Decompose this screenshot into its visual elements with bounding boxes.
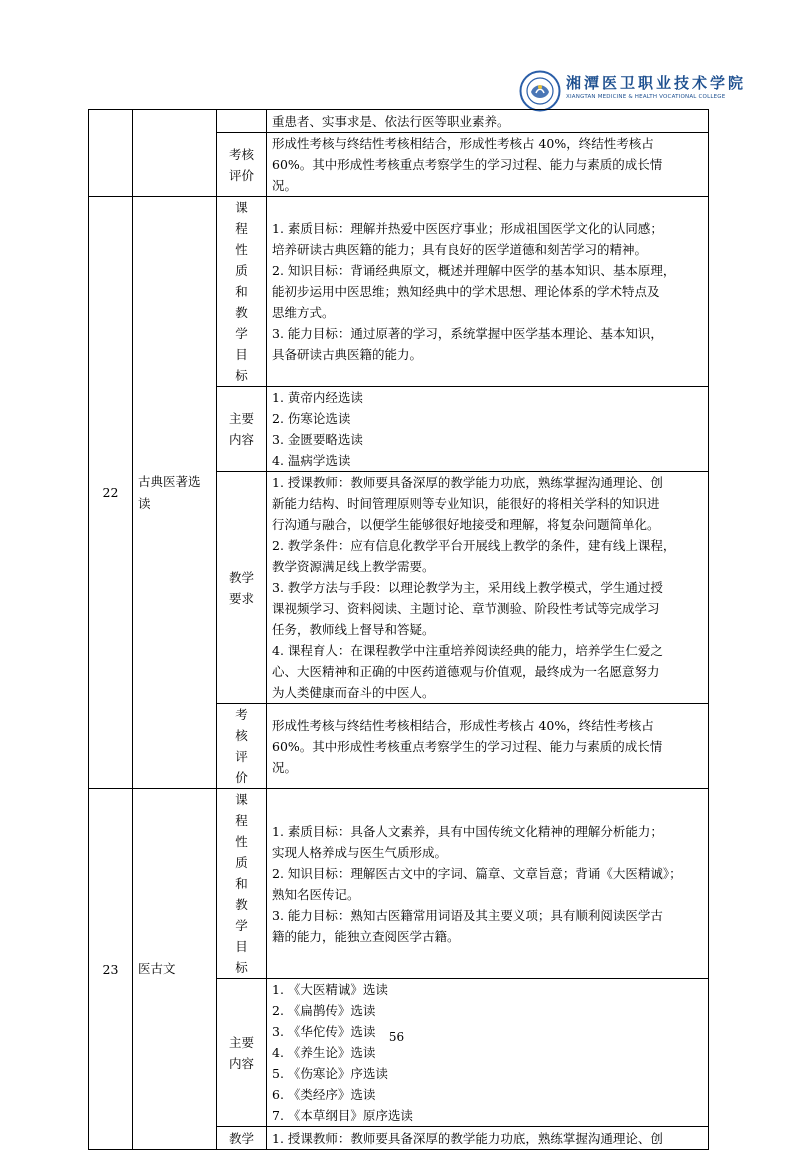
logo-chinese-name: 湘潭医卫职业技术学院 — [566, 74, 747, 92]
logo-english-name: XIANGTAN MEDICINE & HEALTH VOCATIONAL COLLEGE — [566, 94, 726, 100]
course-name-cell: 医古文 — [133, 789, 217, 1150]
course-name-cell: 古典医著选读 — [133, 197, 217, 789]
goals-label-cell: 课程 性质 和教 学目 标 — [217, 197, 267, 387]
goals-content-cell: 1. 素质目标：理解并热爱中医医疗事业；形成祖国医学文化的认同感； 培养研读古典医籍的能力；具有良好的医学道德和刻苦学习的精神。 2. 知识目标：背诵经典原文，概述并理解中医学的基本知识、基本原理， 能初步运用中医思维；熟知经典中的学术思想、理论体系的学术特点及 思维方式。 3. 能力目标：通过原著的学习，系统掌握中医学基本理论、基本知识， 具备研读古典医籍的能力。 — [267, 197, 709, 387]
course-number-cell: 23 — [89, 789, 133, 1150]
school-logo — [519, 70, 747, 112]
school-emblem-icon — [519, 70, 561, 112]
eval-label-cell: 考核 评价 — [217, 704, 267, 789]
goals-content-cell: 1. 素质目标：具备人文素养，具有中国传统文化精神的理解分析能力； 实现人格养成与医生气质形成。 2. 知识目标：理解医古文中的字词、篇章、文章旨意；背诵《大医精诚》； 熟知名医传记。 3. 能力目标：熟知古医籍常用词语及其主要义项；具有顺利阅读医学古 籍的能力，能独立查阅医学古籍。 — [267, 789, 709, 979]
req-label-cell: 教学 — [217, 1127, 267, 1150]
table-row — [89, 110, 709, 133]
table-row — [89, 197, 709, 387]
course-name-cell — [133, 110, 217, 197]
req-label-cell: 教学 要求 — [217, 472, 267, 704]
table-row — [89, 789, 709, 979]
row-label-cell — [217, 110, 267, 133]
main-content-cell: 1. 《大医精诚》选读 2. 《扁鹊传》选读 3. 《华佗传》选读 4. 《养生论》选读 5. 《伤寒论》序选读 6. 《类经序》选读 7. 《本草纲目》原序选读 — [267, 979, 709, 1127]
goals-label-cell: 课程 性质 和教 学目 标 — [217, 789, 267, 979]
main-content-cell: 1. 黄帝内经选读 2. 伤寒论选读 3. 金匮要略选读 4. 温病学选读 — [267, 387, 709, 472]
eval-content-cell: 形成性考核与终结性考核相结合，形成性考核占 40%，终结性考核占 60%。其中形成性考核重点考察学生的学习过程、能力与素质的成长情 况。 — [267, 704, 709, 789]
req-content-cell: 1. 授课教师：教师要具备深厚的教学能力功底，熟练掌握沟通理论、创 — [267, 1127, 709, 1150]
course-number-cell — [89, 110, 133, 197]
eval-content-cell: 形成性考核与终结性考核相结合，形成性考核占 40%，终结性考核占 60%。其中形成性考核重点考察学生的学习过程、能力与素质的成长情 况。 — [267, 133, 709, 197]
main-label-cell: 主要 内容 — [217, 979, 267, 1127]
row-content-cell — [267, 110, 709, 133]
course-number-cell: 22 — [89, 197, 133, 789]
page-number: 56 — [388, 1030, 405, 1044]
req-content-cell: 1. 授课教师：教师要具备深厚的教学能力功底，熟练掌握沟通理论、创 新能力结构、时间管理原则等专业知识，能很好的将相关学科的知识进 行沟通与融合，以便学生能够很好地接受和理解，将复杂问题简单化。 2. 教学条件：应有信息化教学平台开展线上教学的条件，建有线上课程， 教学资源满足线上教学需要。 3. 教学方法与手段：以理论教学为主，采用线上教学模式，学生通过授 课视频学习、资料阅读、主题讨论、章节测验、阶段性考试等完成学习 任务，教师线上督导和答疑。 4. 课程育人：在课程教学中注重培养阅读经典的能力，培养学生仁爱之 心、大医精神和正确的中医药道德观与价值观，最终成为一名愿意努力 为人类健康而奋斗的中医人。 — [267, 472, 709, 704]
content-line: 重患者、实事求是、依法行医等职业素养。 — [272, 113, 510, 129]
course-table — [88, 109, 709, 1150]
main-label-cell: 主要 内容 — [217, 387, 267, 472]
eval-label-cell: 考核 评价 — [217, 133, 267, 197]
